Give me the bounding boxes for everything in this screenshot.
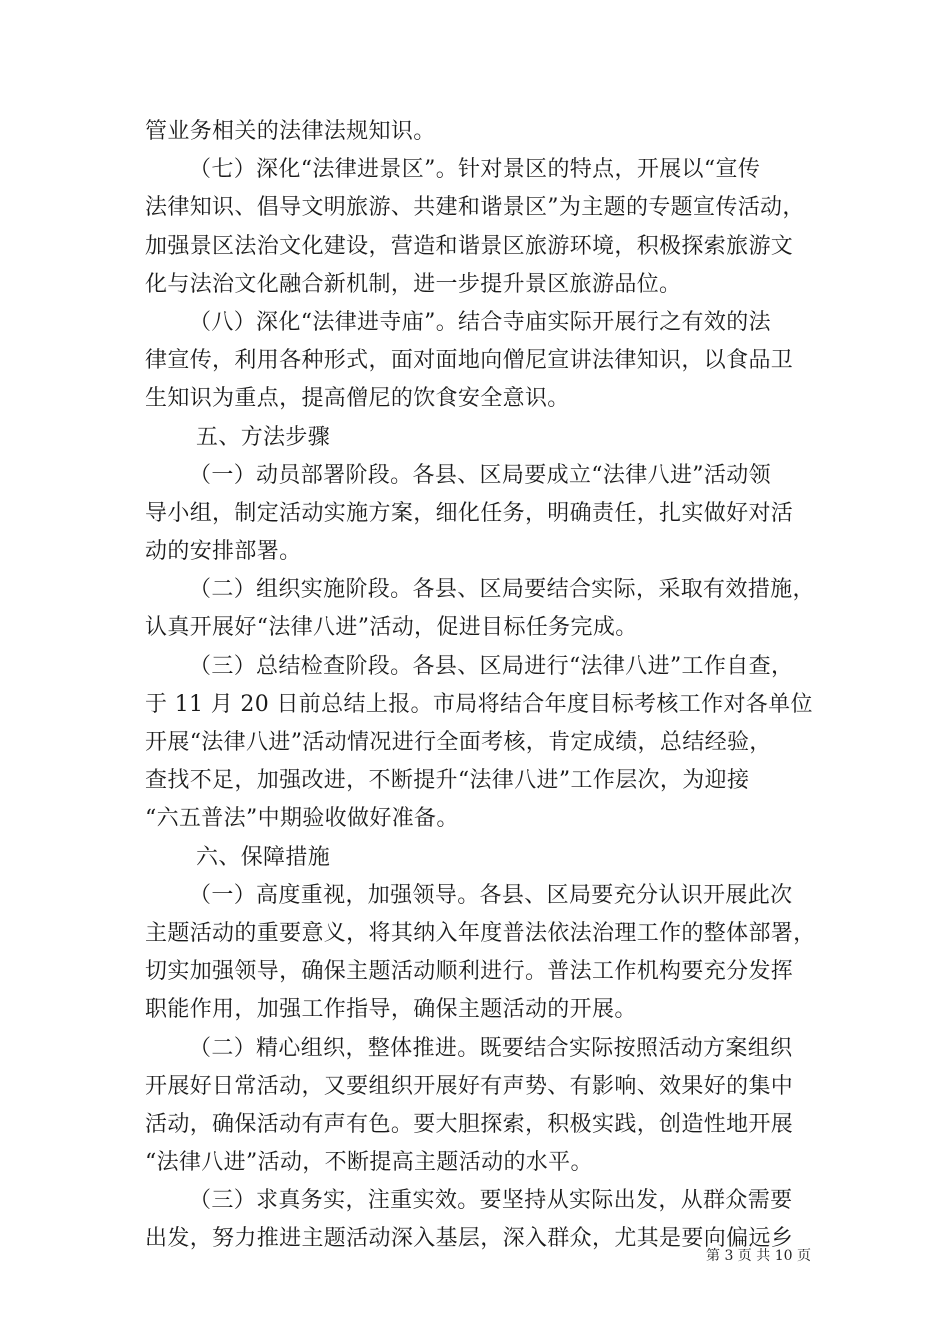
paragraph-start-line: （二）组织实施阶段。各县、区局要结合实际，采取有效措施， [189, 577, 815, 603]
text-line: 活动，确保活动有声有色。要大胆探索，积极实践，创造性地开展 [145, 1111, 794, 1137]
text-line: 于 11 月 20 日前总结上报。市局将结合年度目标考核工作对各单位 [145, 691, 813, 717]
paragraph-start-line: （三）总结检查阶段。各县、区局进行“法律八进”工作自查， [189, 653, 794, 679]
text-line: 法律知识、倡导文明旅游、共建和谐景区”为主题的专题宣传活动， [145, 195, 805, 221]
text-line: 查找不足，加强改进，不断提升“法律八进”工作层次，为迎接 [145, 768, 750, 794]
text-line: 律宣传，利用各种形式，面对面地向僧尼宣讲法律知识，以食品卫 [145, 348, 794, 374]
document-body [145, 113, 815, 1259]
text-line: 加强景区法治文化建设，营造和谐景区旅游环境，积极探索旅游文 [145, 233, 794, 259]
text-line: 职能作用，加强工作指导，确保主题活动的开展。 [145, 997, 637, 1023]
text-line: 开展“法律八进”活动情况进行全面考核，肯定成绩，总结经验， [145, 730, 772, 755]
section-heading: 五、方法步骤 [196, 424, 331, 450]
text-line: 生知识为重点，提高僧尼的饮食安全意识。 [145, 386, 570, 412]
paragraph-start-line: （一）高度重视，加强领导。各县、区局要充分认识开展此次 [189, 882, 793, 908]
paragraph-start-line: （二）精心组织，整体推进。既要结合实际按照活动方案组织 [189, 1035, 793, 1061]
paragraph-start-line: （一）动员部署阶段。各县、区局要成立“法律八进”活动领 [189, 462, 771, 488]
text-line: 主题活动的重要意义，将其纳入年度普法依法治理工作的整体部署， [145, 920, 816, 946]
paragraph-start-line: （三）求真务实，注重实效。要坚持从实际出发，从群众需要 [189, 1188, 793, 1214]
text-line: 动的安排部署。 [145, 539, 302, 565]
text-line: “法律八进”活动，不断提高主题活动的水平。 [145, 1150, 593, 1176]
text-line: 管业务相关的法律法规知识。 [145, 119, 436, 144]
section-heading: 六、保障措施 [196, 844, 331, 870]
page-number-footer: 第 3 页 共 10 页 [706, 1248, 811, 1264]
text-line: 认真开展好“法律八进”活动，促进目标任务完成。 [145, 615, 638, 641]
paragraph-start-line: （八）深化“法律进寺庙”。结合寺庙实际开展行之有效的法 [189, 309, 771, 335]
text-line: 出发，努力推进主题活动深入基层，深入群众，尤其是要向偏远乡 [145, 1226, 794, 1252]
text-line: 导小组，制定活动实施方案，细化任务，明确责任，扎实做好对活 [145, 500, 794, 526]
text-line: 化与法治文化融合新机制，进一步提升景区旅游品位。 [145, 271, 682, 297]
text-line: 开展好日常活动，又要组织开展好有声势、有影响、效果好的集中 [145, 1073, 794, 1099]
text-line: “六五普法”中期验收做好准备。 [145, 806, 459, 832]
text-line: 切实加强领导，确保主题活动顺利进行。普法工作机构要充分发挥 [145, 959, 794, 985]
paragraph-start-line: （七）深化“法律进景区”。针对景区的特点，开展以“宣传 [189, 157, 761, 183]
